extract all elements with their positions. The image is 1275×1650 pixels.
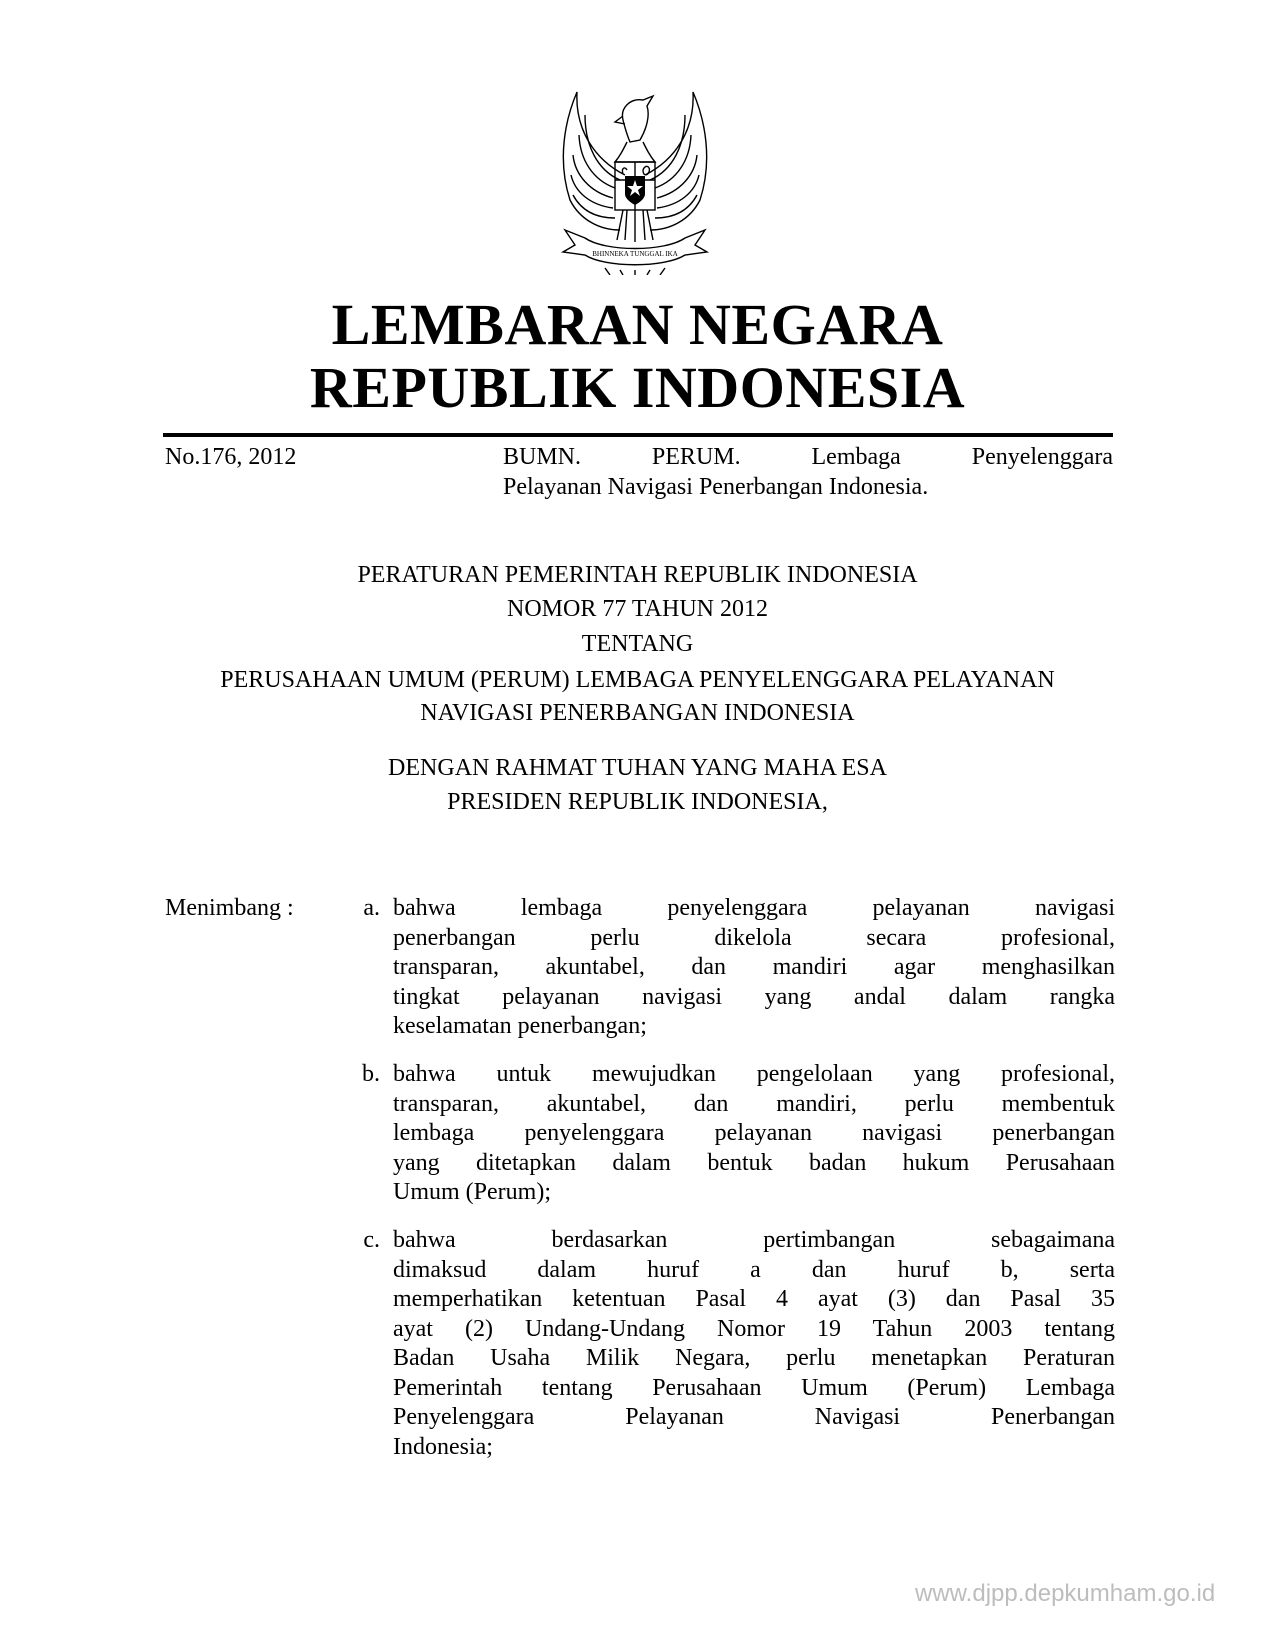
considering-label: Menimbang : xyxy=(165,895,294,921)
president-heading: PRESIDEN REPUBLIK INDONESIA, xyxy=(447,789,828,815)
header-divider xyxy=(163,433,1113,437)
garuda-emblem-icon xyxy=(535,80,735,275)
regulation-number: NOMOR 77 TAHUN 2012 xyxy=(507,596,768,622)
gazette-title-line2: REPUBLIK INDONESIA xyxy=(309,355,966,420)
item-text-line: tingkat pelayanan navigasi yang andal dalam rangka xyxy=(393,983,1115,1010)
regulation-about-label: TENTANG xyxy=(581,631,694,657)
item-text-line: Badan Usaha Milik Negara, perlu menetapkan Peraturan xyxy=(393,1345,1115,1371)
regulation-title: PERATURAN PEMERINTAH REPUBLIK INDONESIA xyxy=(357,562,918,588)
item-text-line: bahwa untuk mewujudkan pengelolaan yang profesional, xyxy=(393,1061,1115,1087)
item-marker: c. xyxy=(363,1227,380,1253)
gazette-number: No.176, 2012 xyxy=(165,444,297,470)
item-text-line: bahwa berdasarkan pertimbangan sebagaimana xyxy=(393,1227,1115,1253)
item-text-line: transparan, akuntabel, dan mandiri agar menghasilkan xyxy=(393,954,1115,980)
source-watermark-link[interactable]: www.djpp.depkumham.go.id xyxy=(915,1580,1216,1607)
item-text-line: Penyelenggara Pelayanan Navigasi Penerbangan xyxy=(393,1404,1115,1430)
regulation-subject-line2: NAVIGASI PENERBANGAN INDONESIA xyxy=(420,700,855,726)
gazette-subject-line2: Pelayanan Navigasi Penerbangan Indonesia. xyxy=(503,474,929,500)
item-text-line: bahwa lembaga penyelenggara pelayanan navigasi xyxy=(393,895,1115,921)
item-text-line: dimaksud dalam huruf a dan huruf b, serta xyxy=(393,1256,1115,1283)
svg-text:BHINNEKA TUNGGAL IKA: BHINNEKA TUNGGAL IKA xyxy=(592,250,678,258)
item-text-line: ayat (2) Undang-Undang Nomor 19 Tahun 2003 tentang xyxy=(393,1315,1115,1342)
gazette-subject-line1: BUMN. PERUM. Lembaga Penyelenggara xyxy=(503,444,1113,470)
item-text-line: memperhatikan ketentuan Pasal 4 ayat (3) dan Pasal 35 xyxy=(393,1286,1115,1312)
item-text-line: Pemerintah tentang Perusahaan Umum (Perum) Lembaga xyxy=(393,1374,1115,1401)
item-text-line: Indonesia; xyxy=(393,1433,493,1460)
item-marker: a. xyxy=(363,895,380,921)
item-marker: b. xyxy=(362,1061,380,1087)
item-text-line: penerbangan perlu dikelola secara profesional, xyxy=(393,924,1115,951)
item-text-line: keselamatan penerbangan; xyxy=(393,1013,647,1039)
regulation-subject-line1: PERUSAHAAN UMUM (PERUM) LEMBAGA PENYELENGGARA PELAYANAN xyxy=(220,667,1055,693)
item-text-line: Umum (Perum); xyxy=(393,1179,551,1205)
gazette-title-line1: LEMBARAN NEGARA xyxy=(331,292,944,357)
item-text-line: lembaga penyelenggara pelayanan navigasi penerbangan xyxy=(393,1120,1115,1146)
item-text-line: transparan, akuntabel, dan mandiri, perlu membentuk xyxy=(393,1090,1115,1117)
invocation: DENGAN RAHMAT TUHAN YANG MAHA ESA xyxy=(388,755,887,781)
item-text-line: yang ditetapkan dalam bentuk badan hukum Perusahaan xyxy=(393,1149,1115,1176)
